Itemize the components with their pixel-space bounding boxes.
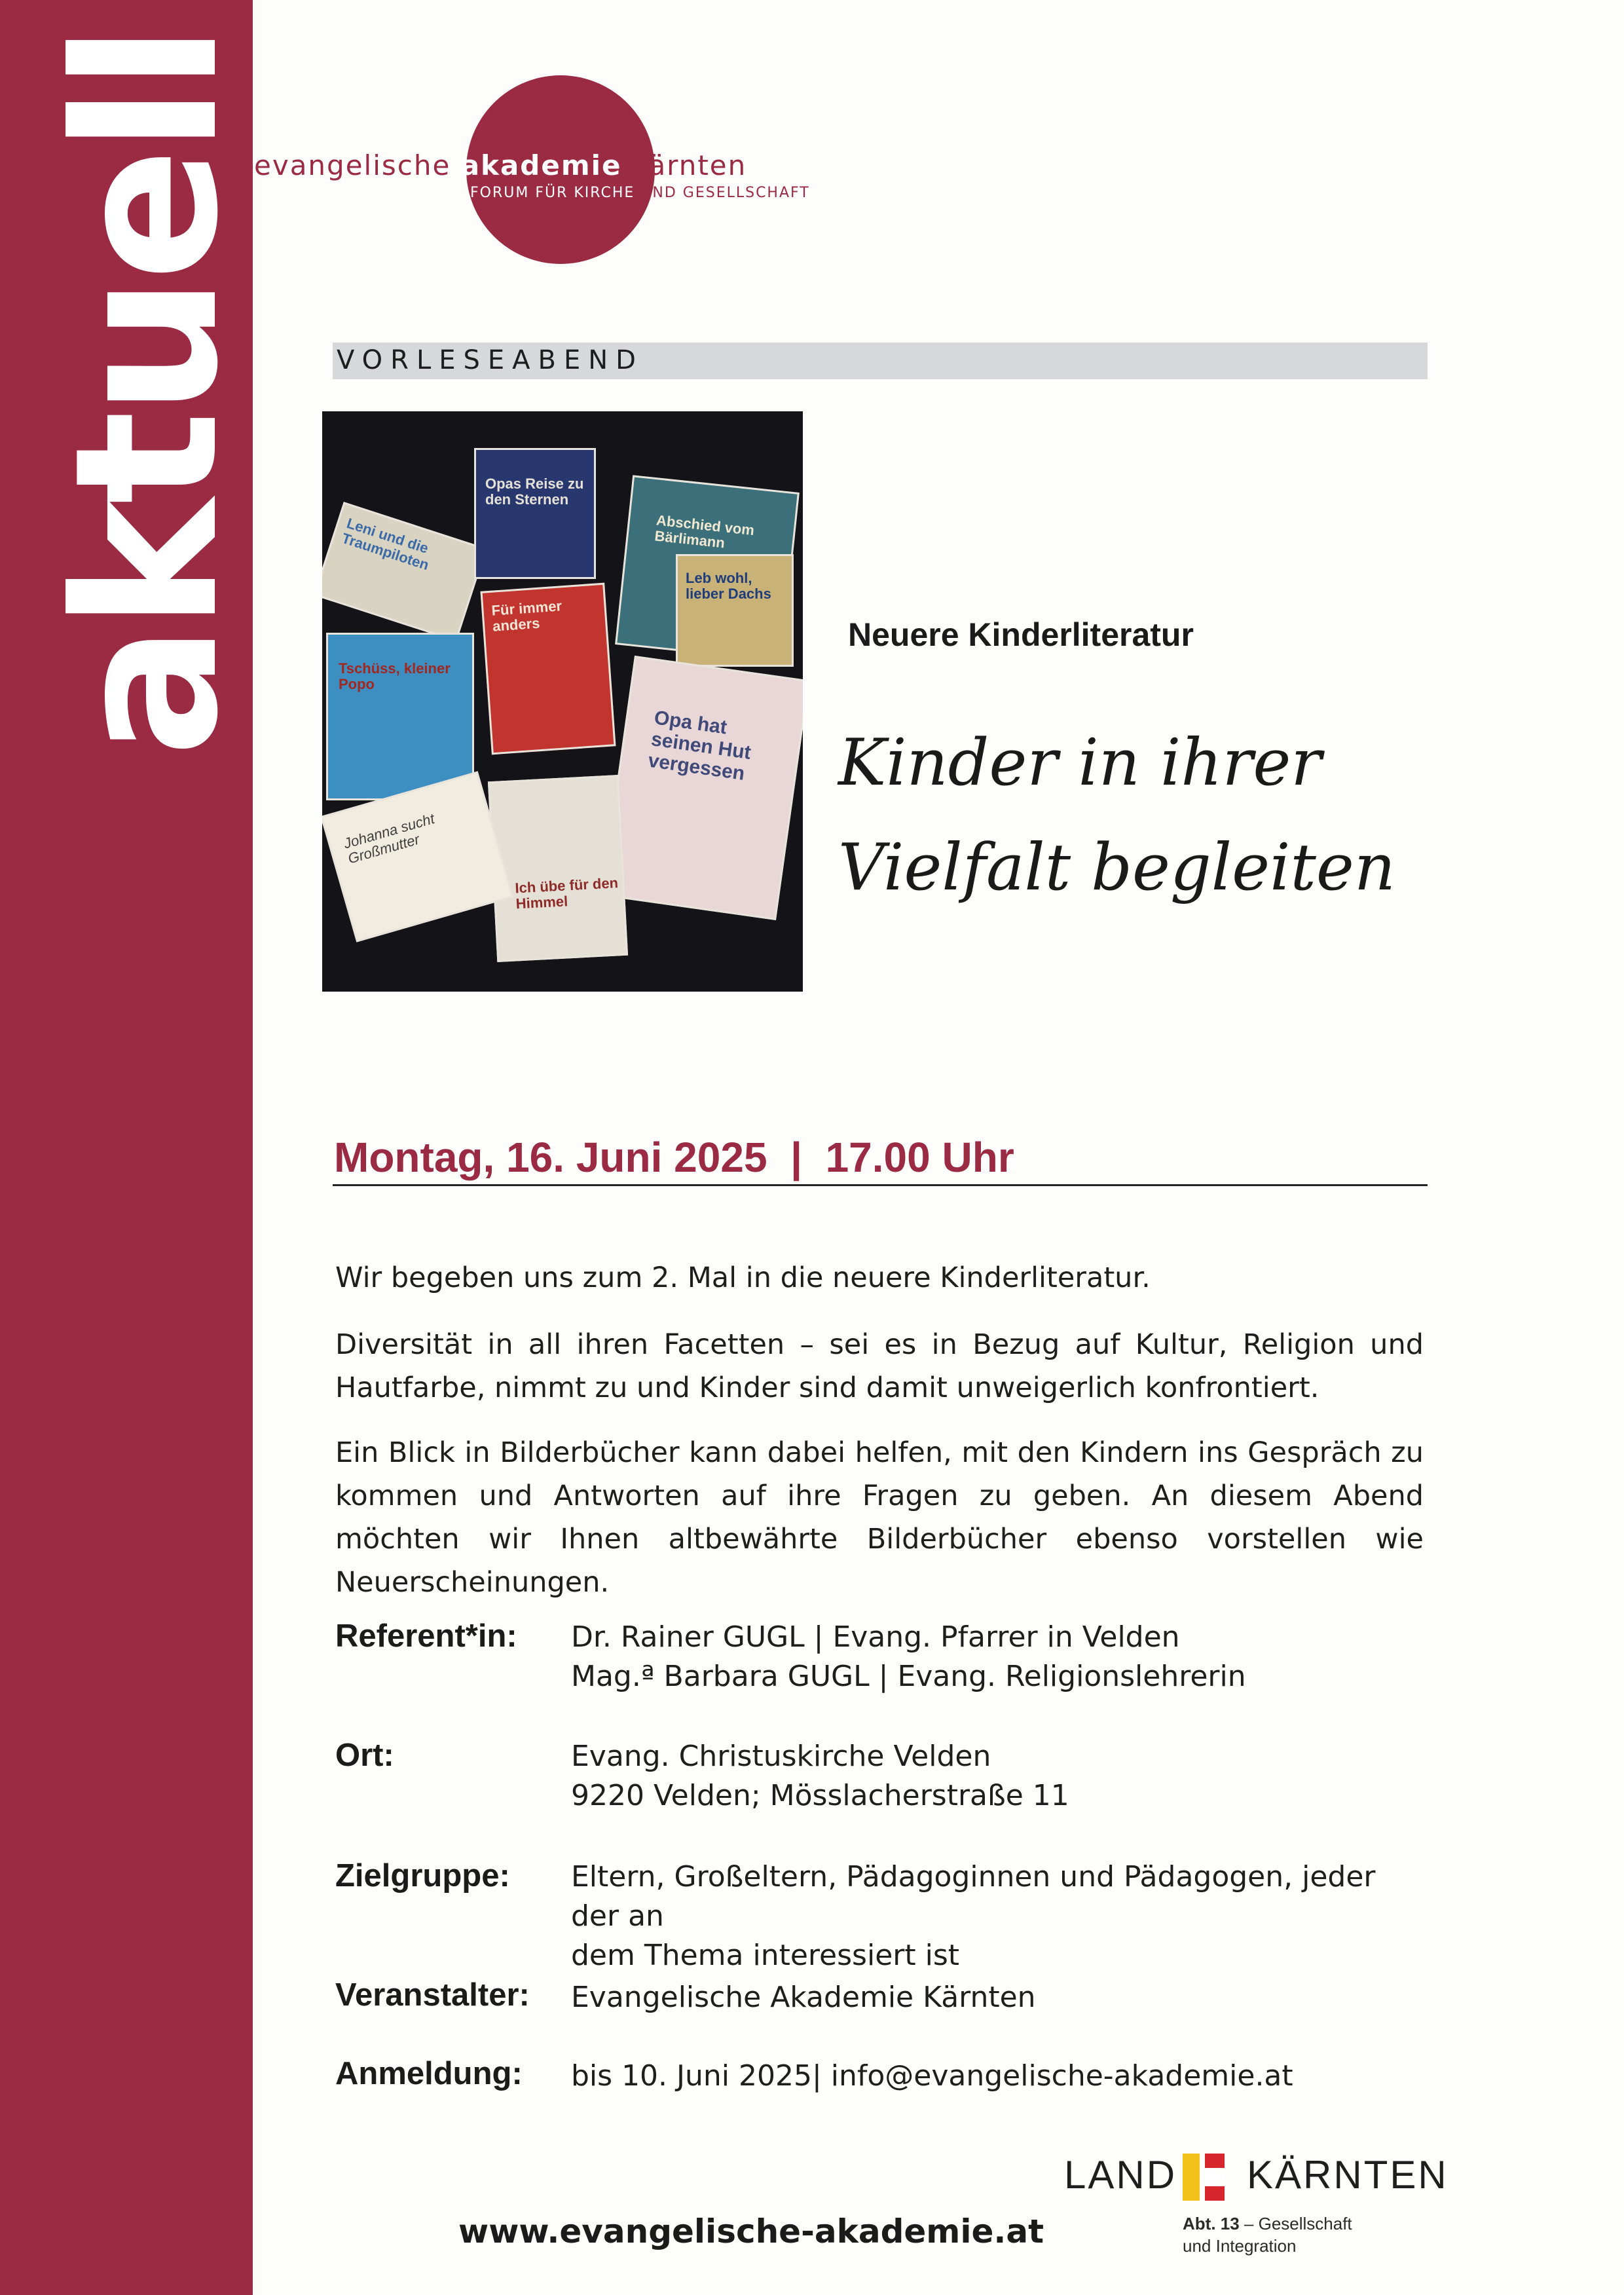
referent-label: Referent*in: — [335, 1618, 517, 1654]
logo-part-3: kärnten — [631, 149, 747, 181]
ort-2: 9220 Velden; Mösslacherstraße 11 — [571, 1779, 1069, 1812]
logo-tagline-b: UND GESELLSCHAFT — [640, 185, 810, 201]
referent-value — [571, 1618, 1422, 1696]
logo-tagline — [470, 185, 810, 201]
book-title: Ich übe für den Himmel — [514, 874, 619, 912]
book-title: Tschüss, kleiner Popo — [339, 660, 451, 693]
logo-part-1: evangelische — [254, 149, 451, 181]
book-title: Leni und die Traumpiloten — [339, 514, 432, 574]
department-name-2: und Integration — [1183, 2236, 1297, 2256]
date-divider — [333, 1184, 1428, 1186]
logo-tagline-a: FORUM FÜR KIRCHE — [470, 185, 635, 201]
book-cover — [676, 554, 794, 667]
zielgruppe-value — [571, 1857, 1422, 1975]
department-name: – Gesellschaft — [1239, 2214, 1352, 2233]
logo-part-2: akademie — [460, 149, 622, 181]
book-cover — [481, 583, 616, 755]
paragraph-1: Wir begeben uns zum 2. Mal in die neuere Kinderliteratur. — [335, 1261, 1151, 1294]
paragraph-3: Ein Blick in Bilderbücher kann dabei helfen, mit den Kindern ins Gespräch zu kommen und Antworten auf ihre Fragen zu geben. An diesem Abend möchten wir Ihnen altbewährte Bilderbücher ebenso vorstellen wie Neuerscheinungen. — [335, 1436, 1424, 1599]
zielgruppe-2: dem Thema interessiert ist — [571, 1939, 959, 1972]
book-cover — [601, 656, 803, 920]
ort-value — [571, 1737, 1422, 1816]
event-subtitle: Neuere Kinderliteratur — [848, 616, 1194, 653]
land-karnten-word-2: KÄRNTEN — [1247, 2153, 1449, 2197]
ort-1: Evang. Christuskirche Velden — [571, 1740, 991, 1773]
book-title: Opa hat seinen Hut vergessen — [646, 707, 752, 785]
section-label: VORLESEABEND — [337, 345, 644, 375]
logo-wordmark — [254, 149, 747, 181]
book-cover — [322, 502, 487, 642]
department-number: Abt. 13 — [1183, 2214, 1240, 2233]
carinthia-emblem-icon — [1183, 2154, 1225, 2201]
veranstalter-value: Evangelische Akademie Kärnten — [571, 1981, 1036, 2014]
anmeldung-value[interactable]: bis 10. Juni 2025| info@evangelische-akademie.at — [571, 2059, 1293, 2093]
book-cover — [474, 448, 596, 579]
referent-2: Mag.ª Barbara GUGL | Evang. Religionslehrerin — [571, 1660, 1246, 1693]
zielgruppe-1: Eltern, Großeltern, Pädagoginnen und Pädagogen, jeder der an — [571, 1860, 1376, 1933]
book-title: Opas Reise zu den Sternen — [485, 476, 584, 508]
land-karnten-word-1: LAND — [1064, 2153, 1177, 2197]
footer-website-link[interactable]: www.evangelische-akademie.at — [458, 2212, 1044, 2250]
paragraph-2: Diversität in all ihren Facetten – sei es in Bezug auf Kultur, Religion und Hautfarbe, nimmt zu und Kinder sind damit unweigerlich konfrontiert. — [335, 1328, 1424, 1404]
event-date: Montag, 16. Juni 2025 | 17.00 Uhr — [334, 1134, 1014, 1181]
book-title: Johanna sucht Großmutter — [341, 810, 437, 867]
book-title: Für immer anders — [490, 597, 563, 635]
event-headline — [838, 711, 1395, 920]
headline-line-1: Kinder in ihrer — [838, 726, 1322, 800]
anmeldung-label: Anmeldung: — [335, 2056, 523, 2091]
book-title: Leb wohl, lieber Dachs — [686, 570, 771, 603]
ort-label: Ort: — [335, 1738, 394, 1773]
book-title: Abschied vom Bärlimann — [654, 512, 756, 551]
referent-1: Dr. Rainer GUGL | Evang. Pfarrer in Velden — [571, 1620, 1180, 1654]
headline-line-2: Vielfalt begleiten — [838, 830, 1395, 905]
department-label — [1183, 2212, 1352, 2257]
veranstalter-label: Veranstalter: — [335, 1977, 530, 2013]
book-cover — [326, 633, 474, 800]
zielgruppe-label: Zielgruppe: — [335, 1858, 510, 1894]
books-photo — [322, 411, 803, 992]
sidebar-word-text: aktuell — [33, 28, 261, 758]
book-cover — [488, 775, 628, 962]
